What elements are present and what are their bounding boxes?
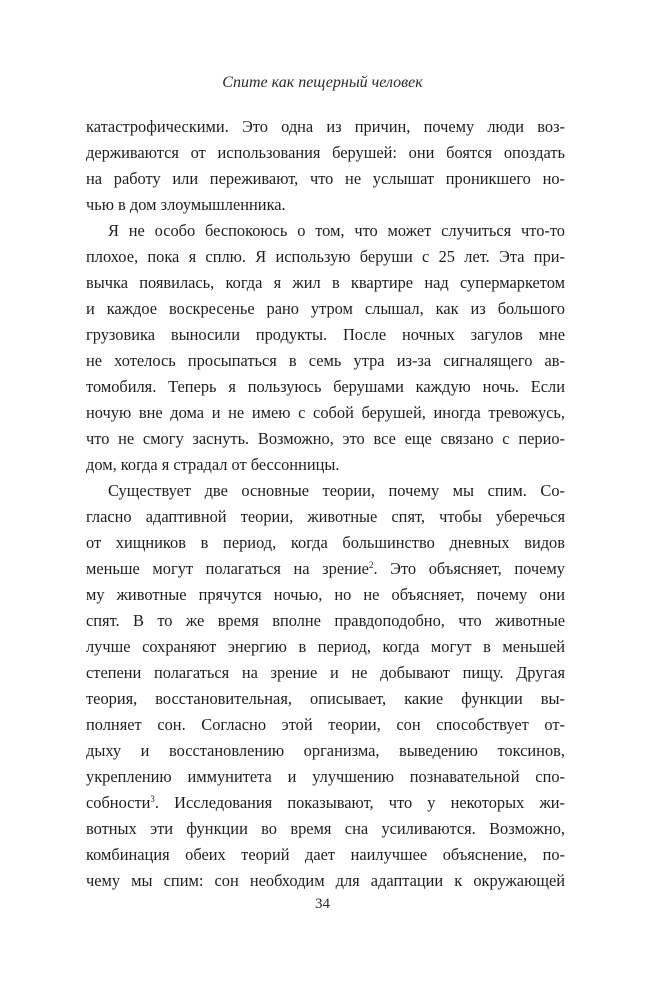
text-line: спят. В то же время вполне правдоподобно, что животные xyxy=(86,611,565,630)
text-line: му животные прячутся ночью, но не объясняет, почему они xyxy=(86,585,565,604)
text-line: дыху и восстановлению организма, выведению токсинов, xyxy=(86,741,565,760)
text-line: и каждое воскресенье рано утром слышал, как из большого xyxy=(86,299,565,318)
text-segment: . Исследования показывают, что у некоторых жи- xyxy=(154,793,565,812)
text-line: Существует две основные теории, почему мы спим. Со- xyxy=(108,481,565,500)
text-line: на работу или переживают, что не услышат проникшего но- xyxy=(86,169,565,188)
text-line: что не смогу заснуть. Возможно, это все еще связано с перио- xyxy=(86,429,565,448)
text-line: грузовика выносили продукты. После ночных загулов мне xyxy=(86,325,565,344)
text-line: вотных эти функции во время сна усиливаются. Возможно, xyxy=(86,819,565,838)
text-segment: меньше могут полагаться на зрение xyxy=(86,559,369,578)
paragraph-1 xyxy=(86,114,565,218)
text-line: плохое, пока я сплю. Я использую беруши с 25 лет. Эта при- xyxy=(86,247,565,266)
text-line: степени полагаться на зрение и не добывают пищу. Другая xyxy=(86,663,565,682)
text-line: теория, восстановительная, описывает, какие функции вы- xyxy=(86,689,565,708)
paragraph-2 xyxy=(86,218,565,478)
text-segment: собности xyxy=(86,793,151,812)
text-line: чему мы спим: сон необходим для адаптации к окружающей xyxy=(86,871,565,890)
text-line: Я не особо беспокоюсь о том, что может случиться что-то xyxy=(108,221,565,240)
page-number: 34 xyxy=(315,896,330,912)
paragraph-3 xyxy=(86,478,565,894)
text-line: ночую вне дома и не имею с собой берушей, иногда тревожусь, xyxy=(86,403,565,422)
running-head: Спите как пещерный человек xyxy=(222,74,423,91)
text-line: гласно адаптивной теории, животные спят, чтобы уберечься xyxy=(86,507,565,526)
body-text xyxy=(86,114,565,894)
text-line: вычка появилась, когда я жил в квартире над супермаркетом xyxy=(86,273,565,292)
text-line: полняет сон. Согласно этой теории, сон способствует от- xyxy=(86,715,565,734)
text-line: чью в дом злоумышленника. xyxy=(86,195,286,214)
footnote-ref-3[interactable]: 3 xyxy=(150,794,155,804)
text-line: держиваются от использования берушей: они боятся опоздать xyxy=(86,143,565,162)
text-line: не хотелось просыпаться в семь утра из-за сигналящего ав- xyxy=(86,351,565,370)
text-segment: . Это объясняет, почему xyxy=(373,559,565,578)
text-line: дом, когда я страдал от бессонницы. xyxy=(86,455,340,474)
text-line: томобиля. Теперь я пользуюсь берушами каждую ночь. Если xyxy=(86,377,565,396)
text-line: укреплению иммунитета и улучшению познавательной спо- xyxy=(86,767,565,786)
text-line-with-footnote xyxy=(86,556,565,582)
text-line: лучше сохраняют энергию в период, когда могут в меньшей xyxy=(86,637,565,656)
text-line: комбинация обеих теорий дает наилучшее объяснение, по- xyxy=(86,845,565,864)
text-line: от хищников в период, когда большинство дневных видов xyxy=(86,533,565,552)
text-line-with-footnote xyxy=(86,790,565,816)
footnote-ref-2[interactable]: 2 xyxy=(368,560,374,570)
text-line: катастрофическими. Это одна из причин, почему люди воз- xyxy=(86,117,565,136)
